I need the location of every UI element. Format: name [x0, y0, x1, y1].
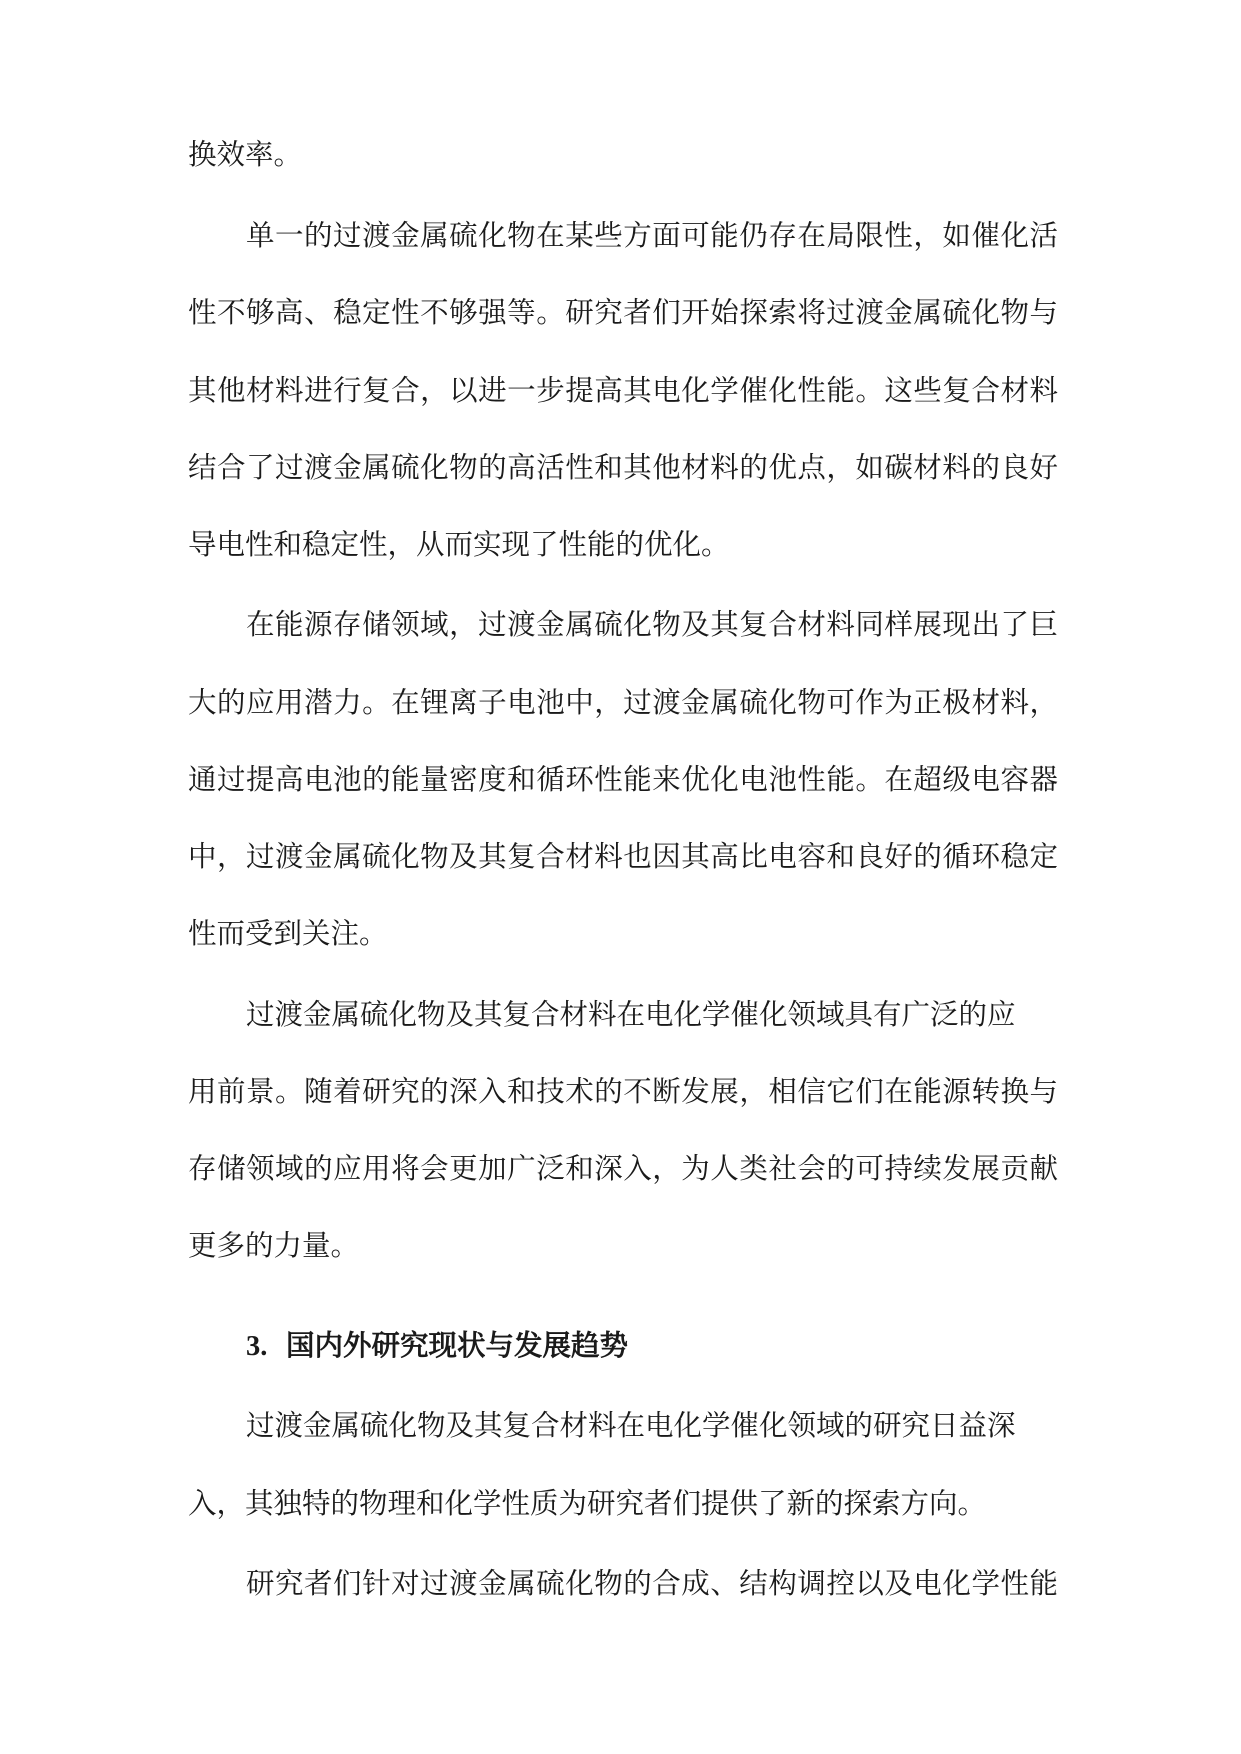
paragraph-line: 单一的过渡金属硫化物在某些方面可能仍存在局限性，如催化活 [246, 219, 1058, 252]
section-title: 国内外研究现状与发展趋势 [286, 1328, 629, 1362]
paragraph-line: 性而受到关注。 [188, 917, 388, 950]
paragraph-line: 其他材料进行复合，以进一步提高其电化学催化性能。这些复合材料 [188, 374, 1058, 407]
paragraph-line: 大的应用潜力。在锂离子电池中，过渡金属硫化物可作为正极材料， [188, 686, 1058, 719]
paragraph-line: 研究者们针对过渡金属硫化物的合成、结构调控以及电化学性能 [246, 1567, 1058, 1600]
paragraph-line: 性不够高、稳定性不够强等。研究者们开始探索将过渡金属硫化物与 [188, 296, 1058, 329]
section-heading [246, 1323, 628, 1367]
section-number: 3. [246, 1331, 268, 1362]
paragraph-line: 导电性和稳定性，从而实现了性能的优化。 [188, 528, 730, 561]
paragraph-line: 用前景。随着研究的深入和技术的不断发展，相信它们在能源转换与 [188, 1075, 1058, 1108]
paragraph-line: 在能源存储领域，过渡金属硫化物及其复合材料同样展现出了巨 [246, 608, 1058, 641]
paragraph-line: 通过提高电池的能量密度和循环性能来优化电池性能。在超级电容器 [188, 763, 1058, 796]
paragraph-line: 中，过渡金属硫化物及其复合材料也因其高比电容和良好的循环稳定 [188, 840, 1058, 873]
paragraph-line: 存储领域的应用将会更加广泛和深入，为人类社会的可持续发展贡献 [188, 1152, 1058, 1185]
paragraph-line: 更多的力量。 [188, 1229, 360, 1262]
paragraph-line: 换效率。 [188, 138, 303, 171]
paragraph-line: 结合了过渡金属硫化物的高活性和其他材料的优点，如碳材料的良好 [188, 451, 1058, 484]
paragraph-line: 过渡金属硫化物及其复合材料在电化学催化领域具有广泛的应 [246, 998, 1016, 1031]
paragraph-line: 入，其独特的物理和化学性质为研究者们提供了新的探索方向。 [188, 1487, 987, 1520]
paragraph-line: 过渡金属硫化物及其复合材料在电化学催化领域的研究日益深 [246, 1409, 1016, 1442]
